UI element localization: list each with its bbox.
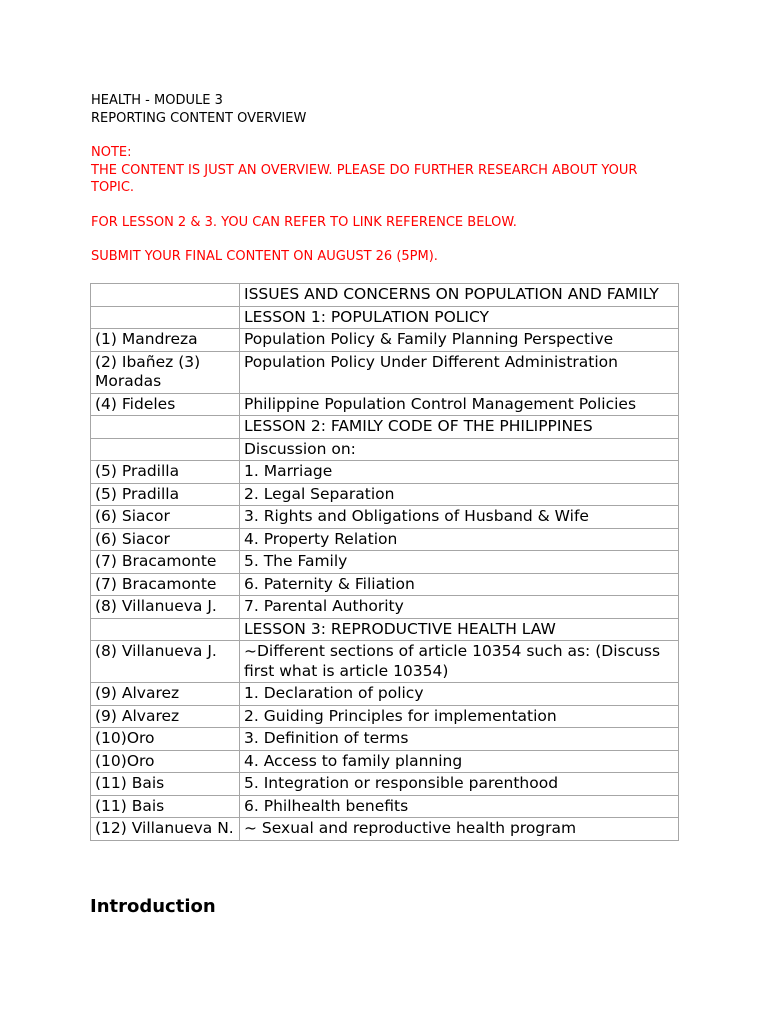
topic-cell: 3. Rights and Obligations of Husband & Wife <box>240 506 679 529</box>
topic-cell: 2. Guiding Principles for implementation <box>240 705 679 728</box>
table-row <box>91 551 679 574</box>
reporter-cell: (11) Bais <box>91 795 240 818</box>
topic-cell: Population Policy Under Different Administration <box>240 351 679 393</box>
table-row <box>91 818 679 841</box>
topic-cell: Discussion on: <box>240 438 679 461</box>
reporter-cell: (7) Bracamonte <box>91 573 240 596</box>
reporter-cell <box>91 438 240 461</box>
topic-cell: 7. Parental Authority <box>240 596 679 619</box>
table-row <box>91 461 679 484</box>
reporter-cell <box>91 416 240 439</box>
reporter-cell: (9) Alvarez <box>91 683 240 706</box>
topic-cell: LESSON 1: POPULATION POLICY <box>240 306 679 329</box>
table-row <box>91 329 679 352</box>
table-row <box>91 641 679 683</box>
topic-cell: Population Policy & Family Planning Perspective <box>240 329 679 352</box>
topic-cell: 5. The Family <box>240 551 679 574</box>
reporter-cell: (8) Villanueva J. <box>91 596 240 619</box>
topic-cell: 6. Paternity & Filiation <box>240 573 679 596</box>
reporting-assignment-table <box>90 283 679 841</box>
reporter-cell: (7) Bracamonte <box>91 551 240 574</box>
reporter-cell: (10)Oro <box>91 750 240 773</box>
topic-cell: 5. Integration or responsible parenthood <box>240 773 679 796</box>
reporter-cell <box>91 306 240 329</box>
topic-cell: LESSON 3: REPRODUCTIVE HEALTH LAW <box>240 618 679 641</box>
table-row <box>91 728 679 751</box>
table-row <box>91 795 679 818</box>
reporter-cell: (9) Alvarez <box>91 705 240 728</box>
table-row <box>91 618 679 641</box>
topic-cell: ~ Sexual and reproductive health program <box>240 818 679 841</box>
note-label: NOTE: <box>91 145 132 160</box>
topic-cell: ISSUES AND CONCERNS ON POPULATION AND FAMILY <box>240 284 679 307</box>
document-subtitle: REPORTING CONTENT OVERVIEW <box>91 110 307 126</box>
table-row <box>91 506 679 529</box>
table-row <box>91 284 679 307</box>
topic-cell: ~Different sections of article 10354 such as: (Discuss first what is article 10354) <box>240 641 679 683</box>
reporter-cell <box>91 284 240 307</box>
topic-cell: 4. Access to family planning <box>240 750 679 773</box>
topic-cell: 1. Declaration of policy <box>240 683 679 706</box>
reporter-cell: (1) Mandreza <box>91 329 240 352</box>
note-reference: FOR LESSON 2 & 3. YOU CAN REFER TO LINK REFERENCE BELOW. <box>91 214 517 230</box>
table-row <box>91 306 679 329</box>
table-row <box>91 750 679 773</box>
reporter-cell: (8) Villanueva J. <box>91 641 240 683</box>
reporter-cell: (6) Siacor <box>91 528 240 551</box>
reporter-cell: (12) Villanueva N. <box>91 818 240 841</box>
topic-cell: 6. Philhealth benefits <box>240 795 679 818</box>
topic-cell: 4. Property Relation <box>240 528 679 551</box>
topic-cell: Philippine Population Control Management Policies <box>240 393 679 416</box>
reporter-cell: (6) Siacor <box>91 506 240 529</box>
module-title: HEALTH - MODULE 3 <box>91 93 223 108</box>
table-row <box>91 596 679 619</box>
reporter-cell <box>91 618 240 641</box>
reporter-cell: (5) Pradilla <box>91 461 240 484</box>
note-block <box>91 144 691 266</box>
topic-cell: 2. Legal Separation <box>240 483 679 506</box>
reporter-cell: (10)Oro <box>91 728 240 751</box>
table-row <box>91 773 679 796</box>
reporter-cell: (4) Fideles <box>91 393 240 416</box>
introduction-heading: Introduction <box>90 896 216 917</box>
table-row <box>91 393 679 416</box>
table-row <box>91 683 679 706</box>
table-row <box>91 528 679 551</box>
note-deadline: SUBMIT YOUR FINAL CONTENT ON AUGUST 26 (5PM). <box>91 249 438 264</box>
table-row <box>91 416 679 439</box>
table-row <box>91 573 679 596</box>
note-overview: THE CONTENT IS JUST AN OVERVIEW. PLEASE DO FURTHER RESEARCH ABOUT YOUR TOPIC. <box>91 162 638 195</box>
reporter-cell: (2) Ibañez (3) Moradas <box>91 351 240 393</box>
table-row <box>91 705 679 728</box>
topic-cell: 1. Marriage <box>240 461 679 484</box>
topic-cell: 3. Definition of terms <box>240 728 679 751</box>
table-row <box>91 438 679 461</box>
document-header <box>91 92 691 266</box>
reporter-cell: (11) Bais <box>91 773 240 796</box>
topic-cell: LESSON 2: FAMILY CODE OF THE PHILIPPINES <box>240 416 679 439</box>
table-row <box>91 351 679 393</box>
reporter-cell: (5) Pradilla <box>91 483 240 506</box>
table-row <box>91 483 679 506</box>
